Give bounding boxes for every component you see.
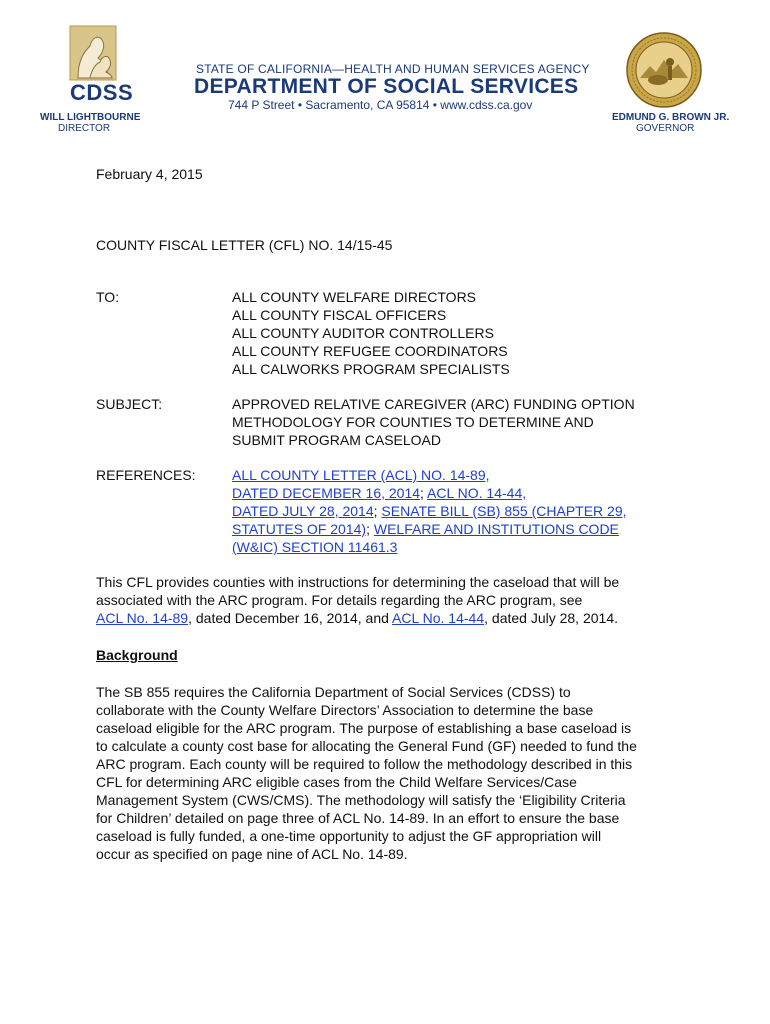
governor-title: GOVERNOR	[636, 123, 695, 134]
ref-link-acl-14-44[interactable]: ACL NO. 14-44,	[427, 485, 527, 501]
ref-link-acl-14-89-date[interactable]: DATED DECEMBER 16, 2014	[232, 485, 421, 501]
recipient-line: ALL COUNTY AUDITOR CONTROLLERS	[232, 325, 494, 341]
recipient-line: ALL COUNTY WELFARE DIRECTORS	[232, 289, 477, 305]
director-name: WILL LIGHTBOURNE	[40, 112, 141, 123]
intro-paragraph	[96, 573, 696, 627]
paragraph-line: caseload eligible for the ARC program. The purpose of establishing a base caseload is	[96, 720, 632, 736]
ref-separator: ;	[420, 485, 428, 501]
intro-text: , dated December 16, 2014, and	[188, 610, 393, 626]
cdss-logo-text: CDSS	[70, 80, 134, 105]
director-title: DIRECTOR	[58, 123, 111, 134]
intro-line: This CFL provides counties with instructions for determining the caseload that will be	[96, 574, 620, 590]
references-list	[232, 466, 627, 556]
paragraph-line: ARC program. Each county will be required to follow the methodology described in this	[96, 756, 633, 772]
paragraph-line: The SB 855 requires the California Department of Social Services (CDSS) to	[96, 684, 571, 700]
intro-link-acl-14-44[interactable]: ACL No. 14-44	[392, 610, 485, 626]
california-seal-icon	[626, 32, 702, 108]
agency-name: STATE OF CALIFORNIA—HEALTH AND HUMAN SERVICES AGENCY	[196, 62, 590, 76]
subject-line: SUBMIT PROGRAM CASELOAD	[232, 432, 442, 448]
ref-link-wic-code[interactable]: WELFARE AND INSTITUTIONS CODE	[373, 521, 619, 537]
paragraph-line: caseload is fully funded, a one-time opportunity to adjust the GF appropriation will	[96, 828, 602, 844]
subject-line: APPROVED RELATIVE CAREGIVER (ARC) FUNDING OPTION	[232, 396, 635, 412]
paragraph-line: Management System (CWS/CMS). The methodology will satisfy the ‘Eligibility Criteria	[96, 792, 626, 808]
recipient-line: ALL CALWORKS PROGRAM SPECIALISTS	[232, 361, 510, 377]
recipient-line: ALL COUNTY REFUGEE COORDINATORS	[232, 343, 508, 359]
paragraph-line: collaborate with the County Welfare Directors’ Association to determine the base	[96, 702, 594, 718]
letter-date: February 4, 2015	[96, 166, 203, 182]
to-label: TO:	[96, 289, 120, 305]
subject-text	[232, 395, 635, 449]
background-heading: Background	[96, 647, 178, 663]
paragraph-line: to calculate a county cost base for allocating the General Fund (GF) needed to fund the	[96, 738, 637, 754]
paragraph-line: occur as specified on page nine of ACL No. 14-89.	[96, 846, 408, 862]
ref-link-wic-section[interactable]: (W&IC) SECTION 11461.3	[232, 539, 398, 555]
ref-link-sb-855[interactable]: SENATE BILL (SB) 855 (CHAPTER 29,	[381, 503, 627, 519]
ref-link-sb-855-statutes[interactable]: STATUTES OF 2014)	[232, 521, 367, 537]
intro-text: , dated July 28, 2014.	[484, 610, 618, 626]
ref-separator: ;	[366, 521, 374, 537]
paragraph-line: CFL for determining ARC eligible cases from the Child Welfare Services/Case	[96, 774, 577, 790]
references-label: REFERENCES:	[96, 467, 196, 483]
ref-link-acl-14-89[interactable]: ALL COUNTY LETTER (ACL) NO. 14-89,	[232, 467, 490, 483]
subject-line: METHODOLOGY FOR COUNTIES TO DETERMINE AND	[232, 414, 594, 430]
intro-link-acl-14-89[interactable]: ACL No. 14-89	[96, 610, 189, 626]
department-name: DEPARTMENT OF SOCIAL SERVICES	[194, 75, 579, 98]
cfl-number: COUNTY FISCAL LETTER (CFL) NO. 14/15-45	[96, 237, 393, 253]
ref-link-acl-14-44-date[interactable]: DATED JULY 28, 2014	[232, 503, 374, 519]
paragraph-line: for Children’ detailed on page three of ACL No. 14-89. In an effort to ensure the base	[96, 810, 620, 826]
department-address: 744 P Street • Sacramento, CA 95814 • www.cdss.ca.gov	[228, 98, 533, 112]
background-paragraph	[96, 683, 696, 863]
subject-label: SUBJECT:	[96, 396, 163, 412]
intro-line: associated with the ARC program. For details regarding the ARC program, see	[96, 592, 583, 608]
recipient-line: ALL COUNTY FISCAL OFFICERS	[232, 307, 447, 323]
to-recipients	[232, 288, 510, 378]
ref-separator: ;	[373, 503, 382, 519]
governor-name: EDMUND G. BROWN JR.	[612, 112, 730, 123]
